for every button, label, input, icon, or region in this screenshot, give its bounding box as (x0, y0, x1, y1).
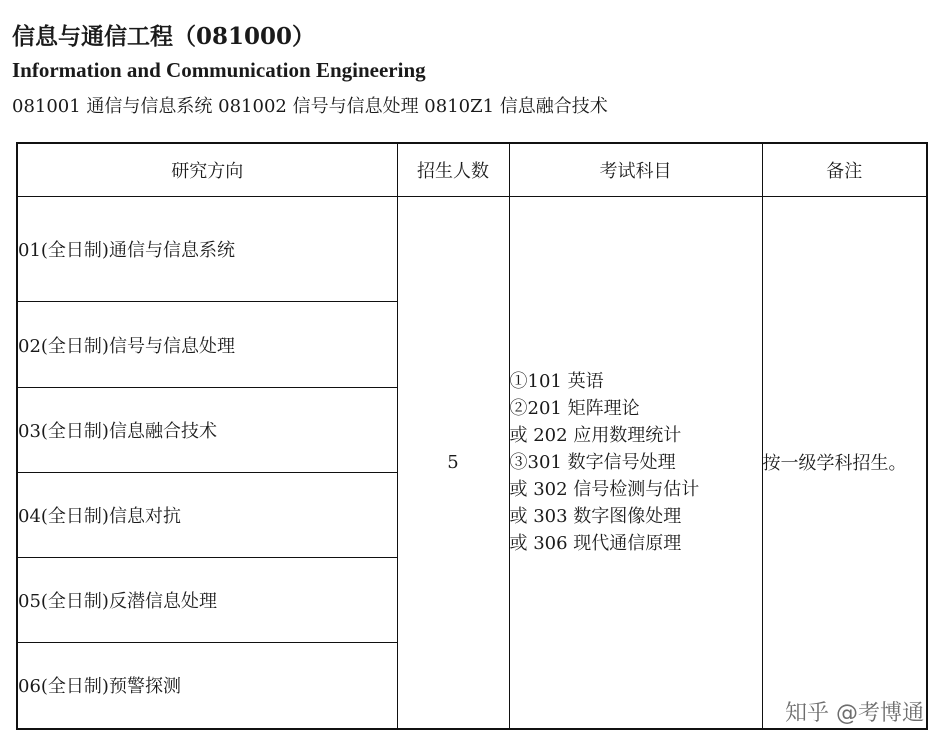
exam-subject-line: 或 202 应用数理统计 (509, 424, 682, 446)
notes-cell: 按一级学科招生。 (762, 197, 927, 729)
table-header-row (17, 143, 927, 197)
research-direction-cell: 03(全日制)信息融合技术 (17, 388, 397, 473)
exam-subject-line: ①101 英语 (509, 370, 604, 392)
research-direction-cell: 02(全日制)信号与信息处理 (17, 302, 397, 388)
column-header-notes: 备注 (762, 143, 927, 197)
research-direction-cell: 06(全日制)预警探测 (17, 643, 397, 729)
exam-subject-line: ③301 数字信号处理 (509, 451, 676, 473)
admissions-table (16, 142, 928, 730)
column-header-exam-subjects: 考试科目 (509, 143, 762, 197)
column-header-direction: 研究方向 (17, 143, 397, 197)
page-title-english: Information and Communication Engineering (12, 58, 426, 82)
research-direction-cell: 01(全日制)通信与信息系统 (17, 197, 397, 302)
research-direction-cell: 05(全日制)反潜信息处理 (17, 558, 397, 643)
exam-subject-line: 或 303 数字图像处理 (509, 505, 682, 527)
subject-codes: 081001 通信与信息系统 081002 信号与信息处理 0810Z1 信息融合技术 (12, 96, 608, 117)
exam-subject-line: ②201 矩阵理论 (509, 397, 640, 419)
zhihu-watermark: 知乎 @考博通 (785, 701, 924, 726)
exam-subject-line: 或 302 信号检测与估计 (509, 478, 700, 500)
exam-subjects-cell (509, 197, 762, 729)
page-title: 信息与通信工程（081000） (12, 23, 316, 50)
table-row (17, 197, 927, 302)
column-header-enrollment: 招生人数 (397, 143, 509, 197)
enrollment-count-cell: 5 (397, 197, 509, 729)
exam-subject-line: 或 306 现代通信原理 (509, 532, 682, 554)
research-direction-cell: 04(全日制)信息对抗 (17, 473, 397, 558)
